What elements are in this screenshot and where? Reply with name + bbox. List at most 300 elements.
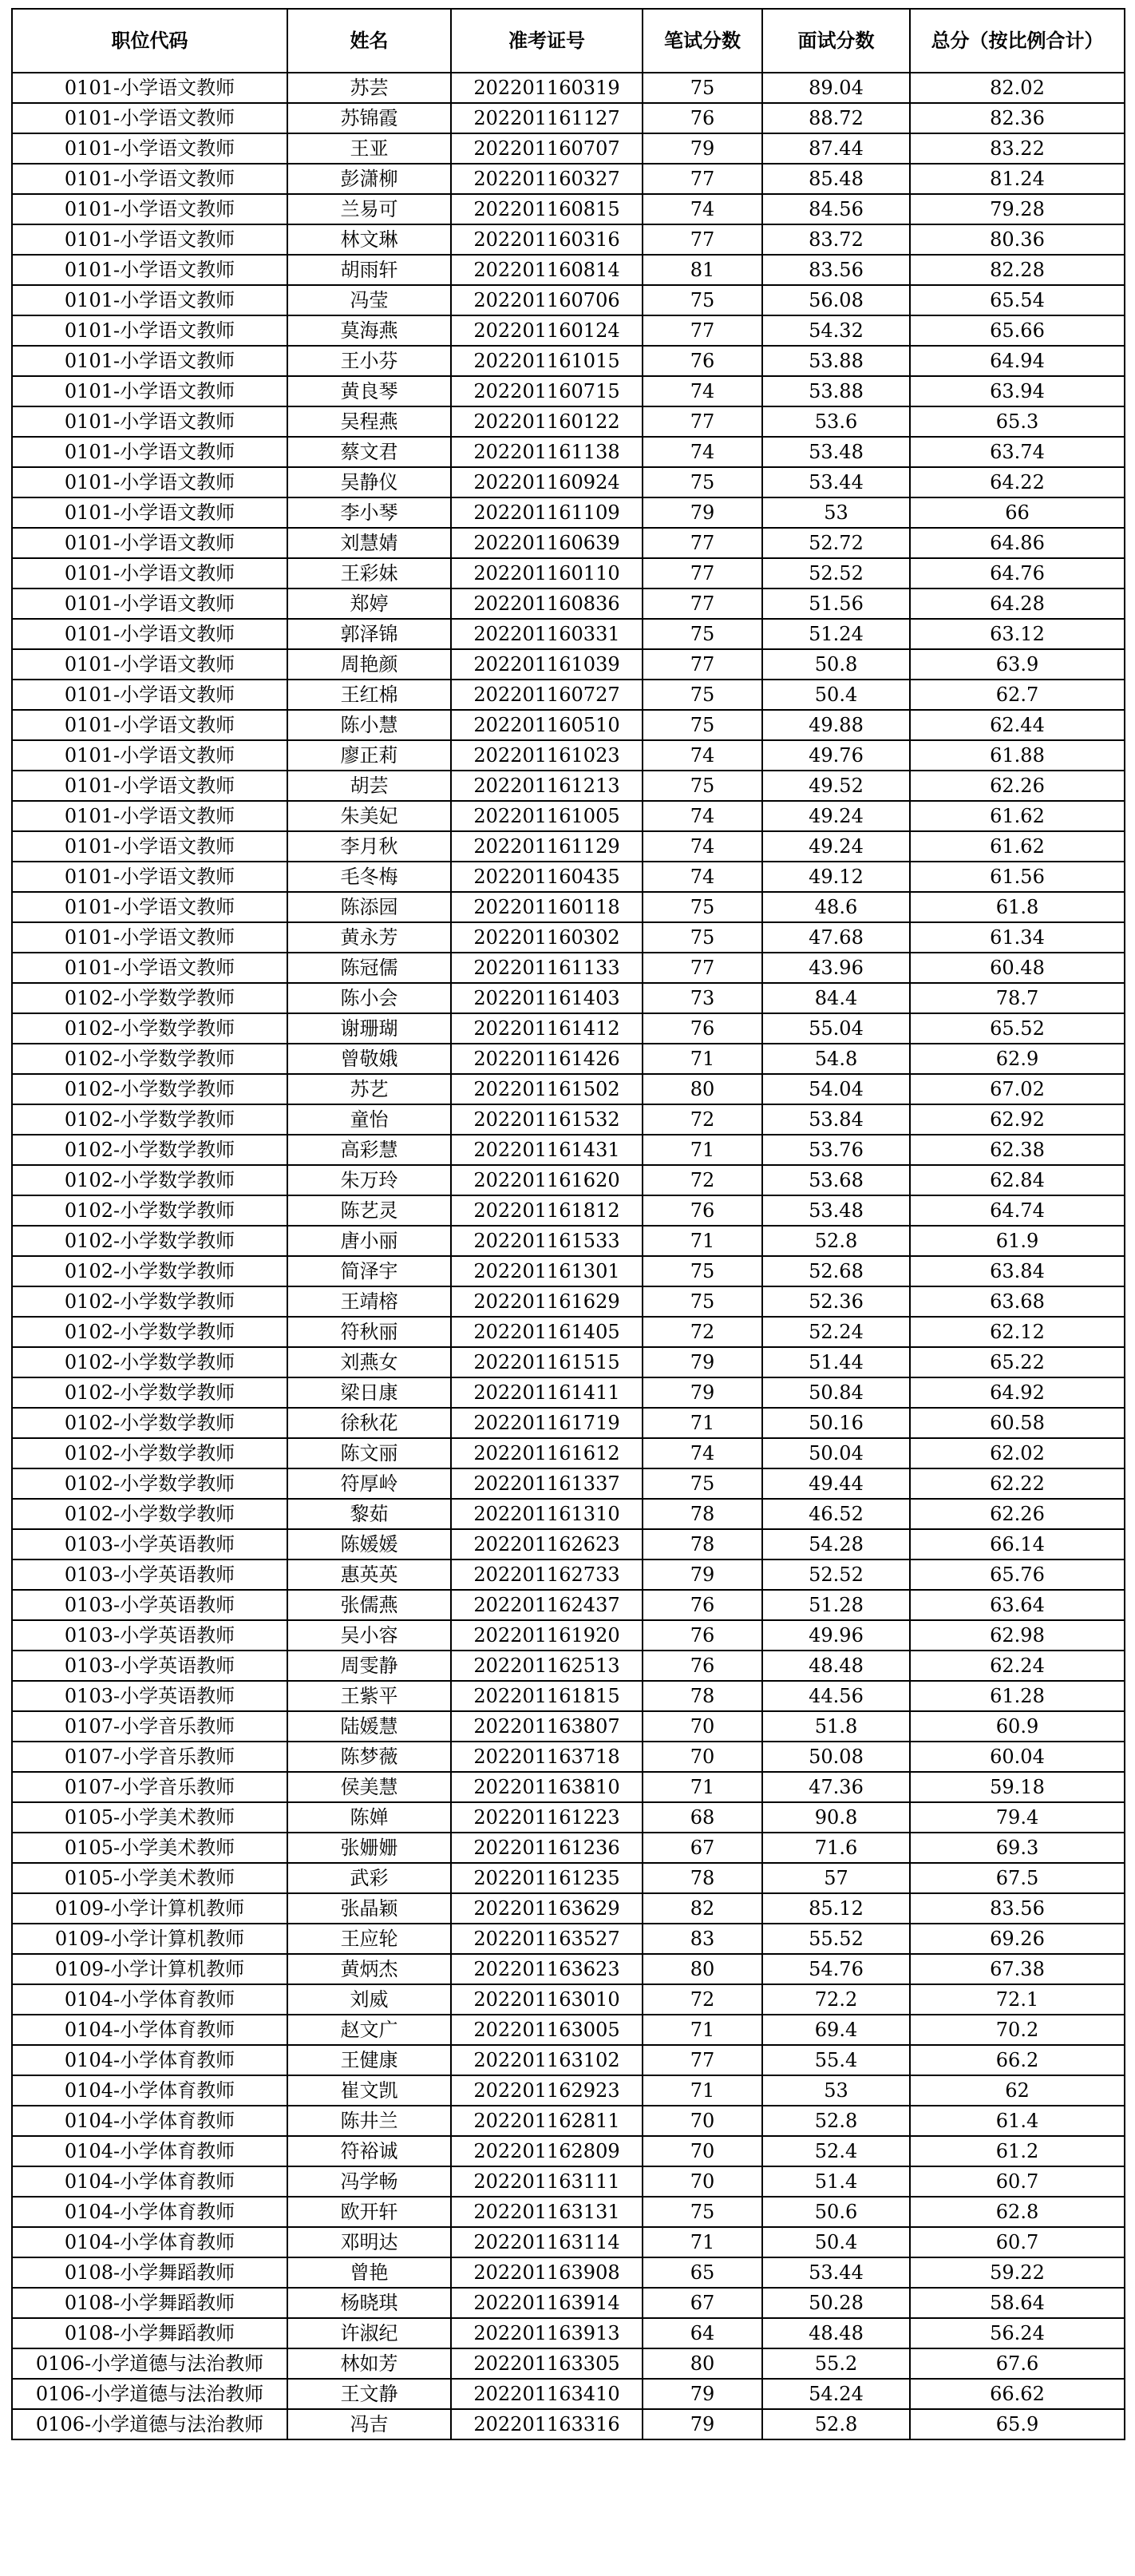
total-score-cell: 64.74 [910,1195,1125,1226]
name-cell: 侯美慧 [287,1772,451,1802]
position-code-cell: 0101-小学语文教师 [12,710,287,740]
total-score-cell: 66 [910,497,1125,528]
table-row [12,619,1125,649]
total-score-cell: 80.36 [910,224,1125,255]
position-code-cell: 0103-小学英语教师 [12,1651,287,1681]
total-score-cell: 61.88 [910,740,1125,771]
interview-score-cell: 54.32 [762,315,910,346]
position-code-cell: 0101-小学语文教师 [12,771,287,801]
total-score-cell: 79.4 [910,1802,1125,1833]
ticket-number-cell: 202201161815 [451,1681,643,1711]
position-code-cell: 0104-小学体育教师 [12,1984,287,2015]
position-code-cell: 0101-小学语文教师 [12,194,287,224]
total-score-cell: 81.24 [910,164,1125,194]
position-code-cell: 0101-小学语文教师 [12,862,287,892]
position-code-cell: 0104-小学体育教师 [12,2015,287,2045]
position-code-cell: 0109-小学计算机教师 [12,1954,287,1984]
table-row [12,1924,1125,1954]
ticket-number-cell: 202201160327 [451,164,643,194]
name-cell: 梁日康 [287,1377,451,1408]
written-score-cell: 80 [643,1074,762,1104]
name-cell: 陈井兰 [287,2106,451,2136]
written-score-cell: 67 [643,2288,762,2318]
ticket-number-cell: 202201160319 [451,73,643,103]
table-row [12,376,1125,406]
ticket-number-cell: 202201163316 [451,2409,643,2439]
written-score-cell: 70 [643,2136,762,2166]
name-cell: 谢珊瑚 [287,1013,451,1044]
written-score-cell: 72 [643,1984,762,2015]
ticket-number-cell: 202201163010 [451,1984,643,2015]
interview-score-cell: 51.44 [762,1347,910,1377]
written-score-cell: 79 [643,1347,762,1377]
ticket-number-cell: 202201162623 [451,1529,643,1559]
position-code-cell: 0105-小学美术教师 [12,1863,287,1893]
ticket-number-cell: 202201161426 [451,1044,643,1074]
table-row [12,255,1125,285]
total-score-cell: 62.38 [910,1135,1125,1165]
position-code-cell: 0107-小学音乐教师 [12,1742,287,1772]
ticket-number-cell: 202201161005 [451,801,643,831]
position-code-cell: 0102-小学数学教师 [12,1226,287,1256]
position-code-cell: 0101-小学语文教师 [12,922,287,953]
written-score-cell: 75 [643,771,762,801]
written-score-cell: 77 [643,406,762,437]
interview-score-cell: 88.72 [762,103,910,133]
interview-score-cell: 54.8 [762,1044,910,1074]
name-cell: 李月秋 [287,831,451,862]
position-code-cell: 0101-小学语文教师 [12,285,287,315]
name-cell: 吴程燕 [287,406,451,437]
interview-score-cell: 50.08 [762,1742,910,1772]
table-row [12,194,1125,224]
position-code-cell: 0101-小学语文教师 [12,376,287,406]
table-row [12,467,1125,497]
total-score-cell: 58.64 [910,2288,1125,2318]
written-score-cell: 70 [643,2106,762,2136]
ticket-number-cell: 202201163908 [451,2257,643,2288]
written-score-cell: 71 [643,1408,762,1438]
table-row [12,1226,1125,1256]
written-score-cell: 76 [643,1013,762,1044]
name-cell: 冯吉 [287,2409,451,2439]
name-cell: 王文静 [287,2379,451,2409]
interview-score-cell: 49.24 [762,801,910,831]
written-score-cell: 77 [643,164,762,194]
table-row [12,1984,1125,2015]
total-score-cell: 62.7 [910,680,1125,710]
written-score-cell: 79 [643,497,762,528]
interview-score-cell: 53.76 [762,1135,910,1165]
total-score-cell: 67.38 [910,1954,1125,1984]
table-row [12,922,1125,953]
name-cell: 彭潇柳 [287,164,451,194]
table-row [12,1802,1125,1833]
interview-score-cell: 54.24 [762,2379,910,2409]
interview-score-cell: 48.48 [762,2318,910,2348]
table-row [12,2318,1125,2348]
position-code-cell: 0103-小学英语教师 [12,1681,287,1711]
position-code-cell: 0104-小学体育教师 [12,2166,287,2197]
name-cell: 林如芳 [287,2348,451,2379]
position-code-cell: 0105-小学美术教师 [12,1802,287,1833]
ticket-number-cell: 202201161502 [451,1074,643,1104]
ticket-number-cell: 202201161337 [451,1468,643,1499]
name-cell: 陈添园 [287,892,451,922]
name-cell: 王应轮 [287,1924,451,1954]
ticket-number-cell: 202201160706 [451,285,643,315]
position-code-cell: 0102-小学数学教师 [12,1438,287,1468]
name-cell: 黄炳杰 [287,1954,451,1984]
position-code-cell: 0102-小学数学教师 [12,1499,287,1529]
name-cell: 符秋丽 [287,1317,451,1347]
table-row [12,2197,1125,2227]
table-row [12,558,1125,589]
interview-score-cell: 43.96 [762,953,910,983]
table-row [12,1954,1125,1984]
interview-score-cell: 50.4 [762,2227,910,2257]
total-score-cell: 61.9 [910,1226,1125,1256]
name-cell: 刘威 [287,1984,451,2015]
written-score-cell: 71 [643,1772,762,1802]
ticket-number-cell: 202201161629 [451,1286,643,1317]
name-cell: 苏艺 [287,1074,451,1104]
table-row [12,1651,1125,1681]
total-score-cell: 65.66 [910,315,1125,346]
position-code-cell: 0102-小学数学教师 [12,1317,287,1347]
ticket-number-cell: 202201160316 [451,224,643,255]
position-code-cell: 0101-小学语文教师 [12,164,287,194]
written-score-cell: 72 [643,1317,762,1347]
name-cell: 朱美妃 [287,801,451,831]
position-code-cell: 0101-小学语文教师 [12,831,287,862]
position-code-cell: 0106-小学道德与法治教师 [12,2379,287,2409]
name-cell: 苏芸 [287,73,451,103]
interview-score-cell: 55.4 [762,2045,910,2075]
written-score-cell: 75 [643,73,762,103]
name-cell: 张姗姗 [287,1833,451,1863]
name-cell: 冯莹 [287,285,451,315]
ticket-number-cell: 202201161411 [451,1377,643,1408]
interview-score-cell: 48.6 [762,892,910,922]
table-row [12,133,1125,164]
total-score-cell: 66.62 [910,2379,1125,2409]
interview-score-cell: 52.8 [762,1226,910,1256]
name-cell: 周雯静 [287,1651,451,1681]
name-cell: 陈小慧 [287,710,451,740]
header-interview-score: 面试分数 [762,9,910,73]
name-cell: 简泽宇 [287,1256,451,1286]
header-written-score: 笔试分数 [643,9,762,73]
interview-score-cell: 55.2 [762,2348,910,2379]
name-cell: 郭泽锦 [287,619,451,649]
written-score-cell: 75 [643,710,762,740]
table-row [12,1408,1125,1438]
position-code-cell: 0106-小学道德与法治教师 [12,2409,287,2439]
total-score-cell: 72.1 [910,1984,1125,2015]
position-code-cell: 0103-小学英语教师 [12,1529,287,1559]
name-cell: 陈文丽 [287,1438,451,1468]
interview-score-cell: 51.24 [762,619,910,649]
interview-score-cell: 51.56 [762,589,910,619]
name-cell: 苏锦霞 [287,103,451,133]
name-cell: 王亚 [287,133,451,164]
interview-score-cell: 83.56 [762,255,910,285]
table-row [12,953,1125,983]
written-score-cell: 74 [643,194,762,224]
table-row [12,1195,1125,1226]
total-score-cell: 62.26 [910,771,1125,801]
name-cell: 王小芬 [287,346,451,376]
total-score-cell: 61.34 [910,922,1125,953]
table-row [12,1286,1125,1317]
name-cell: 崔文凯 [287,2075,451,2106]
name-cell: 廖正莉 [287,740,451,771]
position-code-cell: 0102-小学数学教师 [12,1468,287,1499]
position-code-cell: 0102-小学数学教师 [12,1074,287,1104]
table-row [12,1013,1125,1044]
position-code-cell: 0109-小学计算机教师 [12,1893,287,1924]
name-cell: 王彩妹 [287,558,451,589]
written-score-cell: 82 [643,1893,762,1924]
total-score-cell: 61.2 [910,2136,1125,2166]
interview-score-cell: 56.08 [762,285,910,315]
written-score-cell: 71 [643,1226,762,1256]
ticket-number-cell: 202201163111 [451,2166,643,2197]
position-code-cell: 0101-小学语文教师 [12,558,287,589]
position-code-cell: 0102-小学数学教师 [12,1135,287,1165]
table-row [12,710,1125,740]
table-row [12,1438,1125,1468]
interview-score-cell: 52.8 [762,2106,910,2136]
written-score-cell: 78 [643,1681,762,1711]
total-score-cell: 65.52 [910,1013,1125,1044]
written-score-cell: 76 [643,1590,762,1620]
written-score-cell: 65 [643,2257,762,2288]
name-cell: 林文琳 [287,224,451,255]
interview-score-cell: 52.8 [762,2409,910,2439]
interview-score-cell: 71.6 [762,1833,910,1863]
table-row [12,1529,1125,1559]
total-score-cell: 67.02 [910,1074,1125,1104]
ticket-number-cell: 202201163410 [451,2379,643,2409]
name-cell: 王健康 [287,2045,451,2075]
ticket-number-cell: 202201163305 [451,2348,643,2379]
ticket-number-cell: 202201160118 [451,892,643,922]
interview-score-cell: 50.84 [762,1377,910,1408]
position-code-cell: 0104-小学体育教师 [12,2227,287,2257]
name-cell: 李小琴 [287,497,451,528]
written-score-cell: 78 [643,1529,762,1559]
interview-score-cell: 49.12 [762,862,910,892]
table-row [12,103,1125,133]
score-table [11,8,1125,2440]
position-code-cell: 0101-小学语文教师 [12,497,287,528]
interview-score-cell: 50.16 [762,1408,910,1438]
position-code-cell: 0109-小学计算机教师 [12,1924,287,1954]
interview-score-cell: 52.52 [762,1559,910,1590]
table-row [12,1347,1125,1377]
interview-score-cell: 52.52 [762,558,910,589]
ticket-number-cell: 202201161719 [451,1408,643,1438]
total-score-cell: 62.24 [910,1651,1125,1681]
table-row [12,1074,1125,1104]
header-name: 姓名 [287,9,451,73]
written-score-cell: 76 [643,1620,762,1651]
position-code-cell: 0101-小学语文教师 [12,224,287,255]
interview-score-cell: 53 [762,2075,910,2106]
table-row [12,649,1125,680]
table-row [12,1833,1125,1863]
header-position-code: 职位代码 [12,9,287,73]
position-code-cell: 0108-小学舞蹈教师 [12,2288,287,2318]
ticket-number-cell: 202201161620 [451,1165,643,1195]
name-cell: 徐秋花 [287,1408,451,1438]
interview-score-cell: 48.48 [762,1651,910,1681]
total-score-cell: 64.76 [910,558,1125,589]
table-row [12,1772,1125,1802]
ticket-number-cell: 202201163807 [451,1711,643,1742]
position-code-cell: 0101-小学语文教师 [12,133,287,164]
written-score-cell: 79 [643,1377,762,1408]
name-cell: 欧开轩 [287,2197,451,2227]
written-score-cell: 78 [643,1499,762,1529]
table-row [12,1590,1125,1620]
ticket-number-cell: 202201163114 [451,2227,643,2257]
ticket-number-cell: 202201163102 [451,2045,643,2075]
ticket-number-cell: 202201161235 [451,1863,643,1893]
table-row [12,164,1125,194]
written-score-cell: 79 [643,133,762,164]
written-score-cell: 77 [643,558,762,589]
total-score-cell: 66.14 [910,1529,1125,1559]
interview-score-cell: 47.68 [762,922,910,953]
interview-score-cell: 53.88 [762,346,910,376]
total-score-cell: 63.84 [910,1256,1125,1286]
ticket-number-cell: 202201161920 [451,1620,643,1651]
total-score-cell: 60.04 [910,1742,1125,1772]
total-score-cell: 60.9 [910,1711,1125,1742]
total-score-cell: 64.22 [910,467,1125,497]
table-row [12,1620,1125,1651]
name-cell: 胡雨轩 [287,255,451,285]
total-score-cell: 62.02 [910,1438,1125,1468]
ticket-number-cell: 202201161109 [451,497,643,528]
interview-score-cell: 55.04 [762,1013,910,1044]
interview-score-cell: 52.72 [762,528,910,558]
ticket-number-cell: 202201161015 [451,346,643,376]
name-cell: 兰易可 [287,194,451,224]
table-row [12,285,1125,315]
ticket-number-cell: 202201160435 [451,862,643,892]
ticket-number-cell: 202201161133 [451,953,643,983]
written-score-cell: 81 [643,255,762,285]
table-row [12,2409,1125,2439]
interview-score-cell: 85.12 [762,1893,910,1924]
table-row [12,1499,1125,1529]
interview-score-cell: 50.6 [762,2197,910,2227]
name-cell: 杨晓琪 [287,2288,451,2318]
name-cell: 周艳颜 [287,649,451,680]
name-cell: 刘燕女 [287,1347,451,1377]
name-cell: 黄永芳 [287,922,451,953]
name-cell: 童怡 [287,1104,451,1135]
table-row [12,1711,1125,1742]
position-code-cell: 0101-小学语文教师 [12,589,287,619]
total-score-cell: 83.56 [910,1893,1125,1924]
ticket-number-cell: 202201162809 [451,2136,643,2166]
name-cell: 曾敬娥 [287,1044,451,1074]
ticket-number-cell: 202201162811 [451,2106,643,2136]
written-score-cell: 74 [643,376,762,406]
position-code-cell: 0102-小学数学教师 [12,1104,287,1135]
position-code-cell: 0101-小学语文教师 [12,437,287,467]
written-score-cell: 77 [643,2045,762,2075]
total-score-cell: 61.56 [910,862,1125,892]
table-row [12,2136,1125,2166]
name-cell: 陈梦薇 [287,1742,451,1772]
written-score-cell: 80 [643,1954,762,1984]
interview-score-cell: 51.28 [762,1590,910,1620]
name-cell: 武彩 [287,1863,451,1893]
written-score-cell: 77 [643,528,762,558]
table-row [12,2015,1125,2045]
table-row [12,2166,1125,2197]
total-score-cell: 59.22 [910,2257,1125,2288]
total-score-cell: 63.68 [910,1286,1125,1317]
written-score-cell: 70 [643,1742,762,1772]
written-score-cell: 75 [643,1286,762,1317]
table-row [12,437,1125,467]
position-code-cell: 0101-小学语文教师 [12,740,287,771]
position-code-cell: 0108-小学舞蹈教师 [12,2318,287,2348]
total-score-cell: 61.28 [910,1681,1125,1711]
written-score-cell: 73 [643,983,762,1013]
name-cell: 吴静仪 [287,467,451,497]
table-row [12,406,1125,437]
interview-score-cell: 52.68 [762,1256,910,1286]
position-code-cell: 0101-小学语文教师 [12,892,287,922]
ticket-number-cell: 202201161310 [451,1499,643,1529]
written-score-cell: 74 [643,437,762,467]
ticket-number-cell: 202201163629 [451,1893,643,1924]
total-score-cell: 62.22 [910,1468,1125,1499]
name-cell: 张儒燕 [287,1590,451,1620]
ticket-number-cell: 202201161532 [451,1104,643,1135]
position-code-cell: 0104-小学体育教师 [12,2197,287,2227]
ticket-number-cell: 202201161223 [451,1802,643,1833]
table-row [12,862,1125,892]
ticket-number-cell: 202201162923 [451,2075,643,2106]
total-score-cell: 69.3 [910,1833,1125,1863]
table-row [12,983,1125,1013]
name-cell: 吴小容 [287,1620,451,1651]
ticket-number-cell: 202201163718 [451,1742,643,1772]
total-score-cell: 78.7 [910,983,1125,1013]
table-row [12,1893,1125,1924]
name-cell: 黄良琴 [287,376,451,406]
table-row [12,1256,1125,1286]
table-row [12,1377,1125,1408]
table-row [12,2045,1125,2075]
interview-score-cell: 49.76 [762,740,910,771]
ticket-number-cell: 202201160815 [451,194,643,224]
total-score-cell: 67.5 [910,1863,1125,1893]
position-code-cell: 0102-小学数学教师 [12,1408,287,1438]
interview-score-cell: 54.04 [762,1074,910,1104]
name-cell: 曾艳 [287,2257,451,2288]
position-code-cell: 0104-小学体育教师 [12,2106,287,2136]
